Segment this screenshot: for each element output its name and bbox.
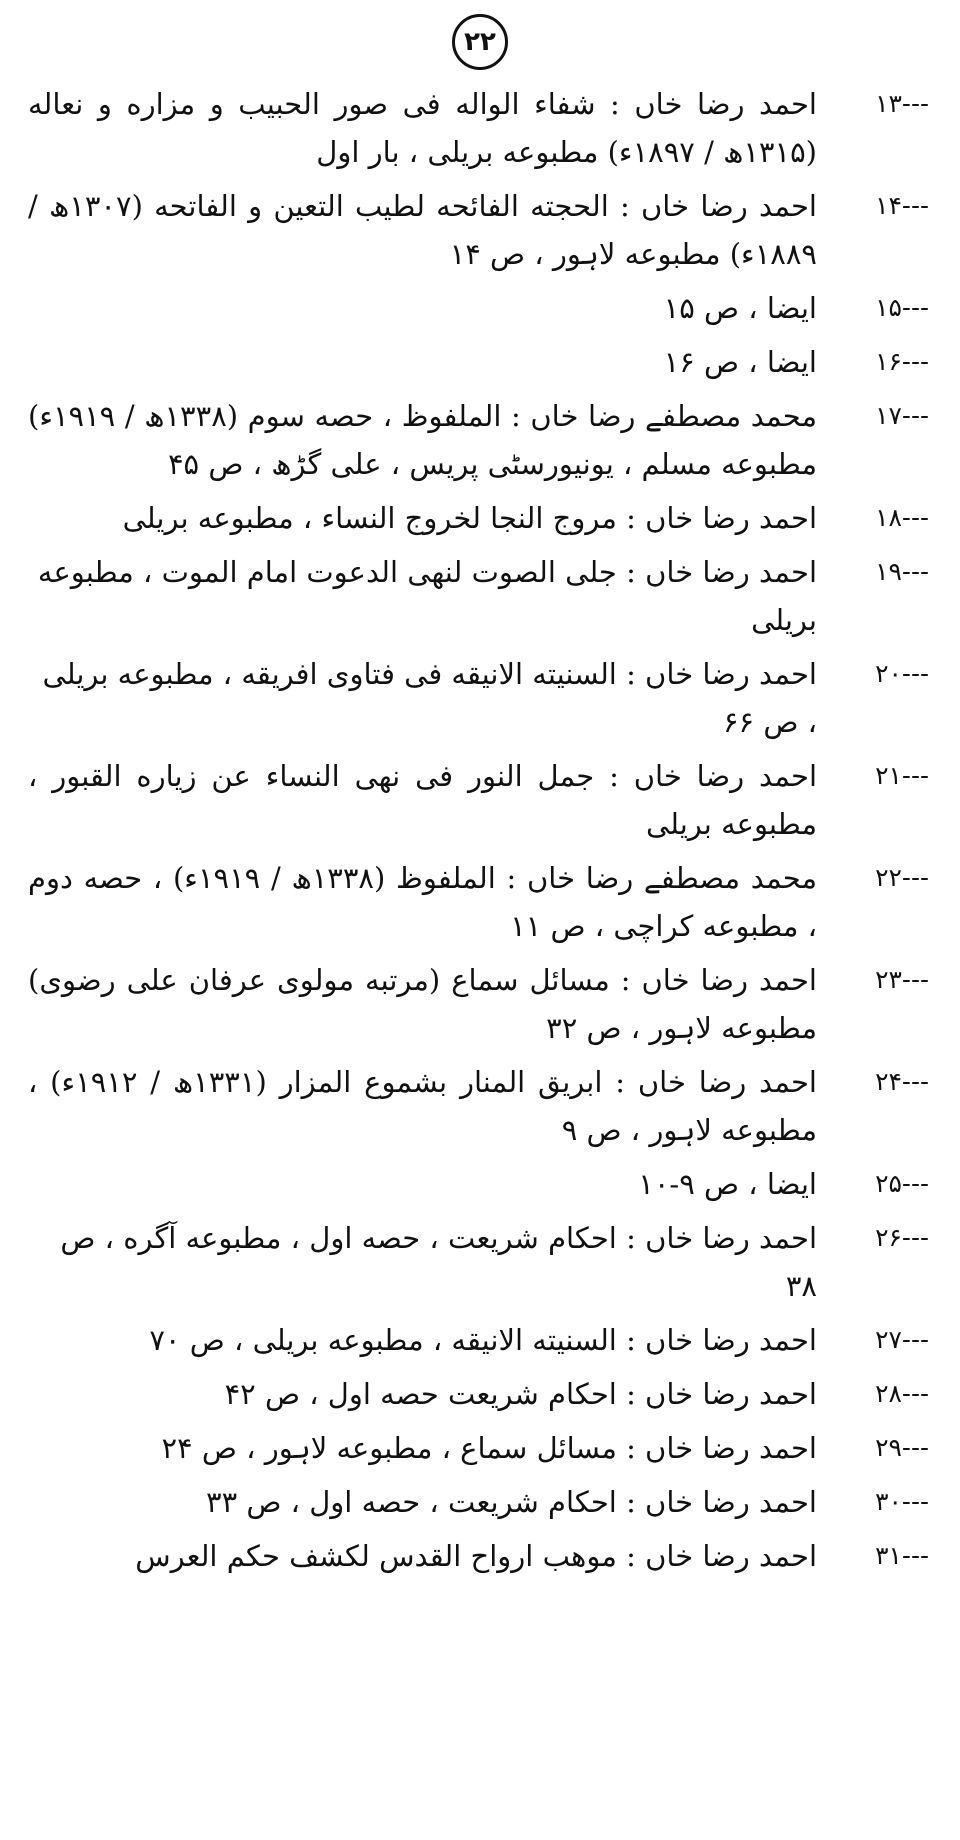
endnote-number: ---۲۲ bbox=[875, 863, 929, 892]
endnote-text: احمد رضا خاں : السنیته الانیقه ، مطبوعه بریلی ، ص ۷۰ bbox=[149, 1323, 817, 1357]
endnote bbox=[28, 1160, 933, 1208]
endnote-number: ---۲۴ bbox=[875, 1067, 929, 1096]
endnote bbox=[28, 548, 933, 644]
endnote-number: ---۲۰ bbox=[875, 659, 929, 688]
endnote-number: ---۲۶ bbox=[875, 1223, 929, 1252]
endnote-text: احمد رضا خاں : ابریق المنار بشموع المزار (۱۳۳۱ھ / ۱۹۱۲ء) ، مطبوعه لاہور ، ص ۹ bbox=[28, 1065, 817, 1147]
endnote-number: ---۱۷ bbox=[875, 401, 929, 430]
endnote bbox=[28, 1316, 933, 1364]
endnote-number: ---۱۶ bbox=[875, 347, 929, 376]
page-number-circle: ۲۲ bbox=[452, 14, 508, 70]
endnote-number: ---۲۷ bbox=[875, 1325, 929, 1354]
endnote-number: ---۱۴ bbox=[875, 191, 929, 220]
endnote bbox=[28, 392, 933, 488]
endnote-text: احمد رضا خاں : السنیته الانیقه فی فتاوی افریقه ، مطبوعه بریلی ، ص ۶۶ bbox=[42, 657, 817, 739]
endnote-number: ---۲۸ bbox=[875, 1379, 929, 1408]
endnote-text: احمد رضا خاں : احکام شریعت ، حصه اول ، ص ۳۳ bbox=[206, 1485, 817, 1519]
endnote-number: ---۲۵ bbox=[875, 1169, 929, 1198]
endnote-number: ---۳۰ bbox=[875, 1487, 929, 1516]
endnote-text: محمد مصطفے رضا خاں : الملفوظ (۱۳۳۸ھ / ۱۹۱۹ء) ، حصه دوم ، مطبوعه کراچی ، ص ۱۱ bbox=[28, 861, 817, 943]
endnote-text: ایضا ، ص ۹-۱۰ bbox=[638, 1167, 817, 1201]
endnote-text: احمد رضا خاں : شفاء الواله فی صور الحبیب و مزاره و نعاله (۱۳۱۵ھ / ۱۸۹۷ء) مطبوعه بریلی ، بار اول bbox=[28, 87, 817, 169]
endnote-number: ---۱۹ bbox=[875, 557, 929, 586]
endnote bbox=[28, 284, 933, 332]
endnote-text: احمد رضا خاں : مروج النجا لخروج النساء ، مطبوعه بریلی bbox=[122, 501, 817, 535]
endnote-text: احمد رضا خاں : مسائل سماع (مرتبه مولوی عرفان علی رضوی) مطبوعه لاہور ، ص ۳۲ bbox=[28, 963, 817, 1045]
endnote bbox=[28, 854, 933, 950]
endnote-number: ---۲۱ bbox=[875, 761, 929, 790]
endnote-number: ---۱۸ bbox=[875, 503, 929, 532]
endnote bbox=[28, 1214, 933, 1310]
endnote-number: ---۱۳ bbox=[875, 89, 929, 118]
endnote bbox=[28, 650, 933, 746]
endnote bbox=[28, 1478, 933, 1526]
endnote bbox=[28, 338, 933, 386]
endnote-text: محمد مصطفے رضا خاں : الملفوظ ، حصه سوم (۱۳۳۸ھ / ۱۹۱۹ء) مطبوعه مسلم ، یونیورسٹی پریس ، علی گڑھ ، ص ۴۵ bbox=[28, 399, 817, 481]
endnote bbox=[28, 1058, 933, 1154]
endnote-text: احمد رضا خاں : جمل النور فی نهی النساء عن زیاره القبور ، مطبوعه بریلی bbox=[28, 759, 817, 841]
endnote bbox=[28, 182, 933, 278]
endnote-text: احمد رضا خاں : موهب ارواح القدس لکشف حکم العرس bbox=[135, 1539, 817, 1573]
endnote-text: احمد رضا خاں : جلی الصوت لنهی الدعوت امام الموت ، مطبوعه بریلی bbox=[37, 555, 817, 637]
endnote-number: ---۲۳ bbox=[875, 965, 929, 994]
endnote bbox=[28, 1424, 933, 1472]
endnote-text: احمد رضا خاں : الحجته الفائحه لطیب التعین و الفاتحه (۱۳۰۷ھ / ۱۸۸۹ء) مطبوعه لاہور ، ص ۱۴ bbox=[28, 189, 817, 271]
endnote bbox=[28, 1370, 933, 1418]
endnote-number: ---۲۹ bbox=[875, 1433, 929, 1462]
endnote bbox=[28, 494, 933, 542]
endnote-text: احمد رضا خاں : مسائل سماع ، مطبوعه لاہور ، ص ۲۴ bbox=[161, 1431, 817, 1465]
endnote-number: ---۳۱ bbox=[875, 1541, 929, 1570]
endnote-number: ---۱۵ bbox=[875, 293, 929, 322]
endnote bbox=[28, 80, 933, 176]
endnotes-list bbox=[28, 80, 933, 1586]
endnote bbox=[28, 1532, 933, 1580]
endnote bbox=[28, 752, 933, 848]
page-number-container bbox=[0, 14, 960, 70]
endnote-text: ایضا ، ص ۱۶ bbox=[663, 345, 817, 379]
endnote-text: احمد رضا خاں : احکام شریعت ، حصه اول ، مطبوعه آگره ، ص ۳۸ bbox=[60, 1221, 817, 1303]
endnote-text: احمد رضا خاں : احکام شریعت حصه اول ، ص ۴۲ bbox=[224, 1377, 817, 1411]
endnote-text: ایضا ، ص ۱۵ bbox=[663, 291, 817, 325]
endnote bbox=[28, 956, 933, 1052]
